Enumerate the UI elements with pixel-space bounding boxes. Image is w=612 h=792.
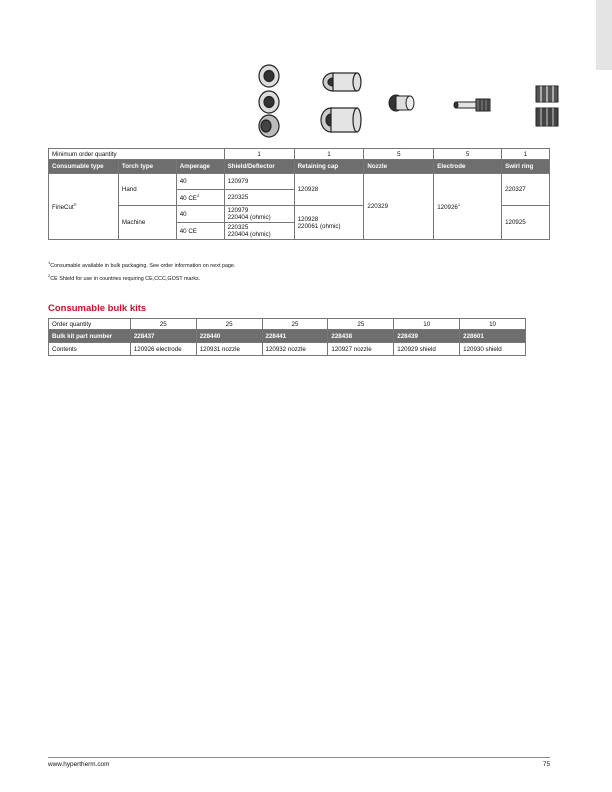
nozzle-image: [386, 90, 418, 118]
column-header: Torch type: [118, 160, 176, 174]
min-order-qty: 5: [364, 149, 434, 160]
swirl-ring-cell: 120925: [502, 206, 550, 240]
shield-deflector-image: [250, 60, 290, 140]
shield-cell: 120979 220404 (ohmic): [224, 206, 294, 223]
amperage-cell: 40: [176, 206, 224, 223]
min-order-row: [49, 149, 550, 160]
retaining-cap-image: [316, 70, 366, 146]
min-order-qty: 1: [294, 149, 364, 160]
order-qty-row: [49, 319, 526, 330]
bulk-kits-title: Consumable bulk kits: [48, 303, 147, 314]
amperage-cell: 40 CE: [176, 223, 224, 240]
amperage-cell: 40 $CE^2$: [176, 190, 224, 206]
swirl-ring-cell: 220327: [502, 174, 550, 206]
shield-cell: 220325: [224, 190, 294, 206]
contents-cell: 120927 nozzle: [328, 343, 394, 356]
part-number: 228440: [196, 330, 262, 343]
column-header: Shield/Deflector: [224, 160, 294, 174]
footer-divider: [48, 757, 550, 758]
electrode-cell: 120926$^1$: [434, 174, 502, 240]
column-header: Amperage: [176, 160, 224, 174]
order-qty: 10: [394, 319, 460, 330]
electrode-image: [452, 96, 494, 114]
part-number: 228441: [262, 330, 328, 343]
consumables-table: [48, 148, 550, 240]
min-order-label: Minimum order quantity: [49, 149, 225, 160]
part-number-row: [49, 330, 526, 343]
min-order-qty: 1: [502, 149, 550, 160]
part-number: 228601: [460, 330, 526, 343]
column-header: Consumable type: [49, 160, 119, 174]
contents-cell: 120926 electrode: [130, 343, 196, 356]
column-header: Nozzle: [364, 160, 434, 174]
footnote: $^1$Consumable available in bulk packaging. See order information on next page.: [48, 260, 236, 269]
contents-cell: 120929 shield: [394, 343, 460, 356]
nozzle-cell: 220329: [364, 174, 434, 240]
shield-cell: 120979: [224, 174, 294, 190]
shield-cell: 220325 220404 (ohmic): [224, 223, 294, 240]
footnotes: [48, 258, 235, 284]
amperage-cell: 40: [176, 174, 224, 190]
part-number: 228439: [394, 330, 460, 343]
order-qty: 25: [130, 319, 196, 330]
part-number: 228438: [328, 330, 394, 343]
part-number: 228437: [130, 330, 196, 343]
column-header: Electrode: [434, 160, 502, 174]
order-qty-label: Order quantity: [49, 319, 131, 330]
swirl-ring-image: [530, 82, 564, 132]
bulk-kits-table: [48, 318, 526, 356]
contents-label: Contents: [49, 343, 131, 356]
order-qty: 10: [460, 319, 526, 330]
column-header: Swirl ring: [502, 160, 550, 174]
table-row: [49, 174, 550, 190]
min-order-qty: 1: [224, 149, 294, 160]
contents-cell: 120932 nozzle: [262, 343, 328, 356]
retaining-cap-cell: 120928: [294, 174, 364, 206]
torch-type-cell: Hand: [118, 174, 176, 206]
order-qty: 25: [196, 319, 262, 330]
order-qty: 25: [328, 319, 394, 330]
min-order-qty: 5: [434, 149, 502, 160]
header-row: [49, 160, 550, 174]
contents-cell: 120931 nozzle: [196, 343, 262, 356]
consumable-type-cell: FineCut®: [49, 174, 119, 240]
order-qty: 25: [262, 319, 328, 330]
footnote: $^2$CE Shield for use in countries requiring CE,CCC,GOST marks.: [48, 272, 201, 282]
contents-cell: 120930 shield: [460, 343, 526, 356]
consumable-parts-images: [0, 60, 612, 145]
retaining-cap-cell: 120928 220061 (ohmic): [294, 206, 364, 240]
column-header: Retaining cap: [294, 160, 364, 174]
page-number: 75: [542, 761, 550, 768]
footer-url[interactable]: www.hypertherm.com: [48, 761, 110, 768]
torch-type-cell: Machine: [118, 206, 176, 240]
part-number-label: Bulk kit part number: [49, 330, 131, 343]
contents-row: [49, 343, 526, 356]
